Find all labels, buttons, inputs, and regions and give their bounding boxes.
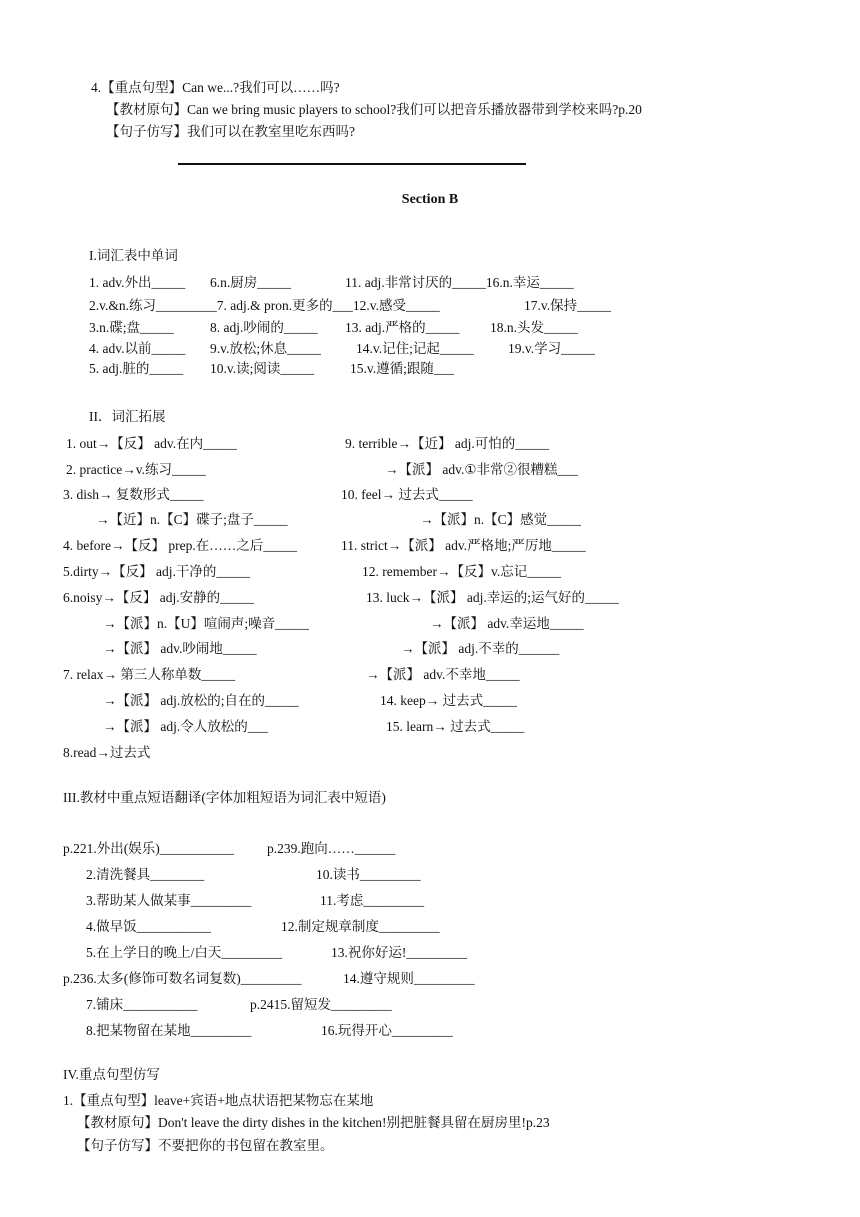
- expansion-item: →【派】 adv.不幸地_____: [366, 667, 520, 682]
- phrase-item: p.236.太多(修饰可数名词复数)_________: [63, 971, 302, 986]
- phrase-item: 16.玩得开心_________: [321, 1023, 453, 1038]
- phrase-item: 5.在上学日的晚上/白天_________: [86, 945, 283, 960]
- expansion-item: 14. keep→ 过去式_____: [380, 693, 517, 708]
- vocab-item: 13. adj.严格的_____: [345, 320, 460, 335]
- expansion-item: 3. dish→ 复数形式_____: [63, 487, 204, 502]
- expansion-item: →【派】 adj.放松的;自在的_____: [103, 693, 299, 708]
- expansion-item: 13. luck→【派】 adj.幸运的;运气好的_____: [366, 590, 619, 605]
- part4-heading: IV.重点句型仿写: [63, 1067, 160, 1082]
- vocab-item: 17.v.保持_____: [524, 298, 611, 313]
- top-imitation-prompt: 【句子仿写】我们可以在教室里吃东西吗?: [106, 124, 355, 139]
- vocab-item: 10.v.读;阅读_____: [210, 361, 315, 376]
- expansion-item: 15. learn→ 过去式_____: [386, 719, 525, 734]
- vocab-item: 3.n.碟;盘_____: [89, 320, 174, 335]
- phrase-item: p.221.外出(娱乐)___________: [63, 841, 234, 856]
- expansion-item: →【派】n.【C】感觉_____: [420, 512, 581, 527]
- vocab-item: 18.n.头发_____: [490, 320, 578, 335]
- phrase-item: p.2415.留短发_________: [250, 997, 392, 1012]
- vocab-item: 8. adj.吵闹的_____: [210, 320, 318, 335]
- expansion-item: 12. remember→【反】v.忘记_____: [362, 564, 561, 579]
- expansion-item: →【派】 adj.不幸的______: [401, 641, 560, 656]
- vocab-item: 4. adv.以前_____: [89, 341, 186, 356]
- vocab-item: 15.v.遵循;跟随___: [350, 361, 455, 376]
- expansion-item: 2. practice→v.练习_____: [66, 462, 206, 477]
- vocab-item: 11. adj.非常讨厌的_____16.n.幸运_____: [345, 275, 574, 290]
- expansion-item: →【派】 adv.幸运地_____: [430, 616, 584, 631]
- part4-pattern-line: 1.【重点句型】leave+宾语+地点状语把某物忘在某地: [63, 1093, 374, 1108]
- phrase-item: 10.读书_________: [316, 867, 421, 882]
- vocab-item: 14.v.记住;记起_____: [356, 341, 474, 356]
- phrase-item: 14.遵守规则_________: [343, 971, 475, 986]
- expansion-item: 7. relax→ 第三人称单数_____: [63, 667, 236, 682]
- top-original-sentence: 【教材原句】Can we bring music players to school?我们可以把音乐播放器带到学校来吗?p.20: [106, 102, 642, 117]
- phrase-item: 13.祝你好运!_________: [331, 945, 468, 960]
- vocab-item: 5. adj.脏的_____: [89, 361, 184, 376]
- phrase-item: p.239.跑向……______: [267, 841, 396, 856]
- expansion-item: 1. out→【反】 adv.在内_____: [66, 436, 237, 451]
- expansion-item: →【派】 adv.吵闹地_____: [103, 641, 257, 656]
- part3-heading: III.教材中重点短语翻译(字体加粗短语为词汇表中短语): [63, 790, 386, 805]
- part1-heading: I.词汇表中单词: [89, 248, 178, 263]
- expansion-item: 9. terrible→【近】 adj.可怕的_____: [345, 436, 549, 451]
- part4-imitation-prompt: 【句子仿写】不要把你的书包留在教室里。: [77, 1138, 334, 1153]
- expansion-item: 6.noisy→【反】 adj.安静的_____: [63, 590, 254, 605]
- expansion-item: →【派】 adv.①非常②很糟糕___: [385, 462, 578, 477]
- phrase-item: 12.制定规章制度_________: [281, 919, 440, 934]
- expansion-item: →【派】n.【U】喧闹声;噪音_____: [103, 616, 309, 631]
- vocab-item: 2.v.&n.练习_________7. adj.& pron.更多的___12.v.感受_____: [89, 298, 440, 313]
- phrase-item: 7.铺床___________: [86, 997, 198, 1012]
- part2-heading: II．词汇拓展: [89, 409, 166, 424]
- section-title: Section B: [401, 192, 459, 207]
- answer-line[interactable]: [178, 163, 526, 165]
- phrase-item: 3.帮助某人做某事_________: [86, 893, 252, 908]
- part4-original-sentence: 【教材原句】Don't leave the dirty dishes in the kitchen!别把脏餐具留在厨房里!p.23: [77, 1115, 550, 1130]
- phrase-item: 8.把某物留在某地_________: [86, 1023, 252, 1038]
- expansion-item: 10. feel→ 过去式_____: [341, 487, 473, 502]
- expansion-item: 4. before→【反】 prep.在……之后_____: [63, 538, 297, 553]
- vocab-item: 1. adv.外出_____: [89, 275, 186, 290]
- vocab-item: 9.v.放松;休息_____: [210, 341, 321, 356]
- expansion-item: 5.dirty→【反】 adj.干净的_____: [63, 564, 251, 579]
- expansion-item: 11. strict→【派】 adv.严格地;严厉地_____: [341, 538, 586, 553]
- phrase-item: 2.清洗餐具________: [86, 867, 205, 882]
- vocab-item: 6.n.厨房_____: [210, 275, 291, 290]
- phrase-item: 11.考虑_________: [320, 893, 425, 908]
- expansion-item: 8.read→过去式: [63, 745, 151, 760]
- expansion-item: →【派】 adj.令人放松的___: [103, 719, 268, 734]
- phrase-item: 4.做早饭___________: [86, 919, 211, 934]
- top-pattern-line: 4.【重点句型】Can we...?我们可以……吗?: [91, 80, 340, 95]
- expansion-item: →【近】n.【C】碟子;盘子_____: [96, 512, 288, 527]
- vocab-item: 19.v.学习_____: [508, 341, 595, 356]
